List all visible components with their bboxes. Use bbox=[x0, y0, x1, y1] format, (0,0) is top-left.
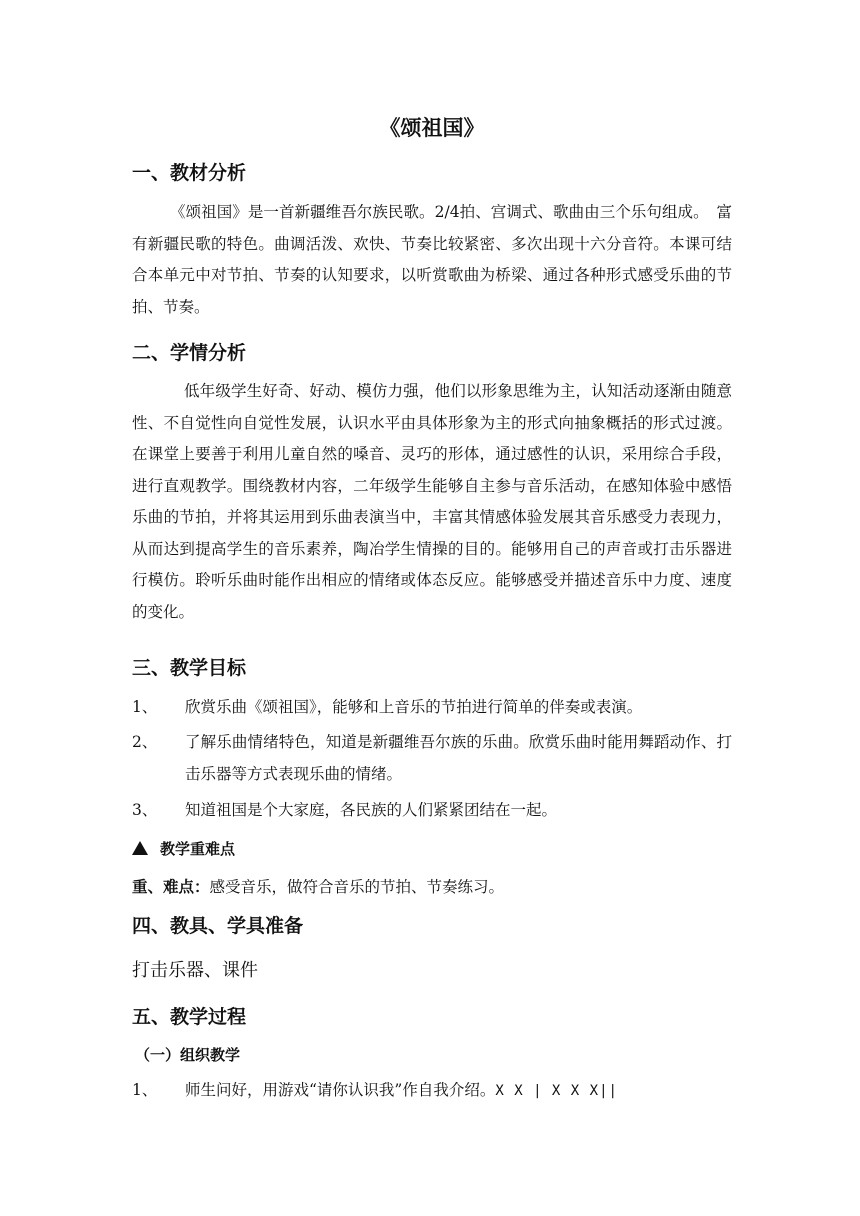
key-points-line bbox=[132, 873, 504, 901]
objective-item bbox=[132, 795, 732, 827]
process-item-line bbox=[185, 1075, 732, 1108]
section-heading-learners: 二、学情分析 bbox=[132, 342, 247, 364]
key-points-heading-text: 教学重难点 bbox=[160, 840, 236, 858]
objective-text: 了解乐曲情绪特色，知道是新疆维吾尔族的乐曲。欣赏乐曲时能用舞蹈动作、打击乐器等方式表现乐曲的情绪。 bbox=[185, 733, 732, 783]
section-heading-materials-prep: 四、教具、学具准备 bbox=[132, 915, 304, 937]
objective-number: 1、 bbox=[132, 698, 158, 716]
key-points-text: 感受音乐，做符合音乐的节拍、节奏练习。 bbox=[209, 878, 505, 896]
objective-text: 欣赏乐曲《颂祖国》，能够和上音乐的节拍进行简单的伴奏或表演。 bbox=[185, 698, 643, 716]
objective-number: 2、 bbox=[132, 733, 158, 751]
section-heading-process: 五、教学过程 bbox=[132, 1006, 247, 1028]
objective-text: 知道祖国是个大家庭，各民族的人们紧紧团结在一起。 bbox=[185, 801, 558, 819]
process-item-text: 师生问好，用游戏“请你认识我”作自我介绍。 bbox=[185, 1081, 496, 1099]
key-points-label: 重、难点： bbox=[132, 878, 210, 896]
objective-item bbox=[132, 727, 732, 790]
objective-number: 3、 bbox=[132, 801, 158, 819]
objective-item bbox=[132, 692, 732, 724]
triangle-bullet-icon bbox=[132, 841, 148, 855]
materials-prep-text: 打击乐器、课件 bbox=[132, 960, 258, 981]
materials-paragraph: 《颂祖国》是一首新疆维吾尔族民歌。2/4拍、宫调式、歌曲由三个乐句组成。 富有新疆民歌的特色。曲调活泼、欢快、节奏比较紧密、多次出现十六分音符。本课可结合本单元中对节拍、节奏的认知要求，以听赏歌曲为桥梁、通过各种形式感受乐曲的节拍、节奏。 bbox=[132, 203, 732, 316]
learners-paragraph: 低年级学生好奇、好动、模仿力强，他们以形象思维为主，认知活动逐渐由随意性、不自觉性向自觉性发展，认识水平由具体形象为主的形式向抽象概括的形式过渡。在课堂上要善于利用儿童自然的嗓音、灵巧的形体，通过感性的认识，采用综合手段，进行直观教学。围绕教材内容，二年级学生能够自主参与音乐活动，在感知体验中感悟乐曲的节拍，并将其运用到乐曲表演当中，丰富其情感体验发展其音乐感受力表现力，从而达到提高学生的音乐素养，陶冶学生情操的目的。能够用自己的声音或打击乐器进行模仿。聆听乐曲时能作出相应的情绪或体态反应。能够感受并描述音乐中力度、速度的变化。 bbox=[132, 382, 732, 621]
key-points-heading bbox=[132, 835, 235, 863]
process-sub-heading: （一）组织教学 bbox=[135, 1046, 241, 1064]
document-title: 《颂祖国》 bbox=[379, 116, 485, 140]
process-item-number: 1、 bbox=[132, 1081, 158, 1099]
rhythm-notation: X X | X X X|| bbox=[495, 1083, 618, 1099]
process-item bbox=[132, 1075, 732, 1108]
section-heading-materials: 一、教材分析 bbox=[132, 162, 247, 184]
section-heading-objectives: 三、教学目标 bbox=[132, 657, 247, 679]
